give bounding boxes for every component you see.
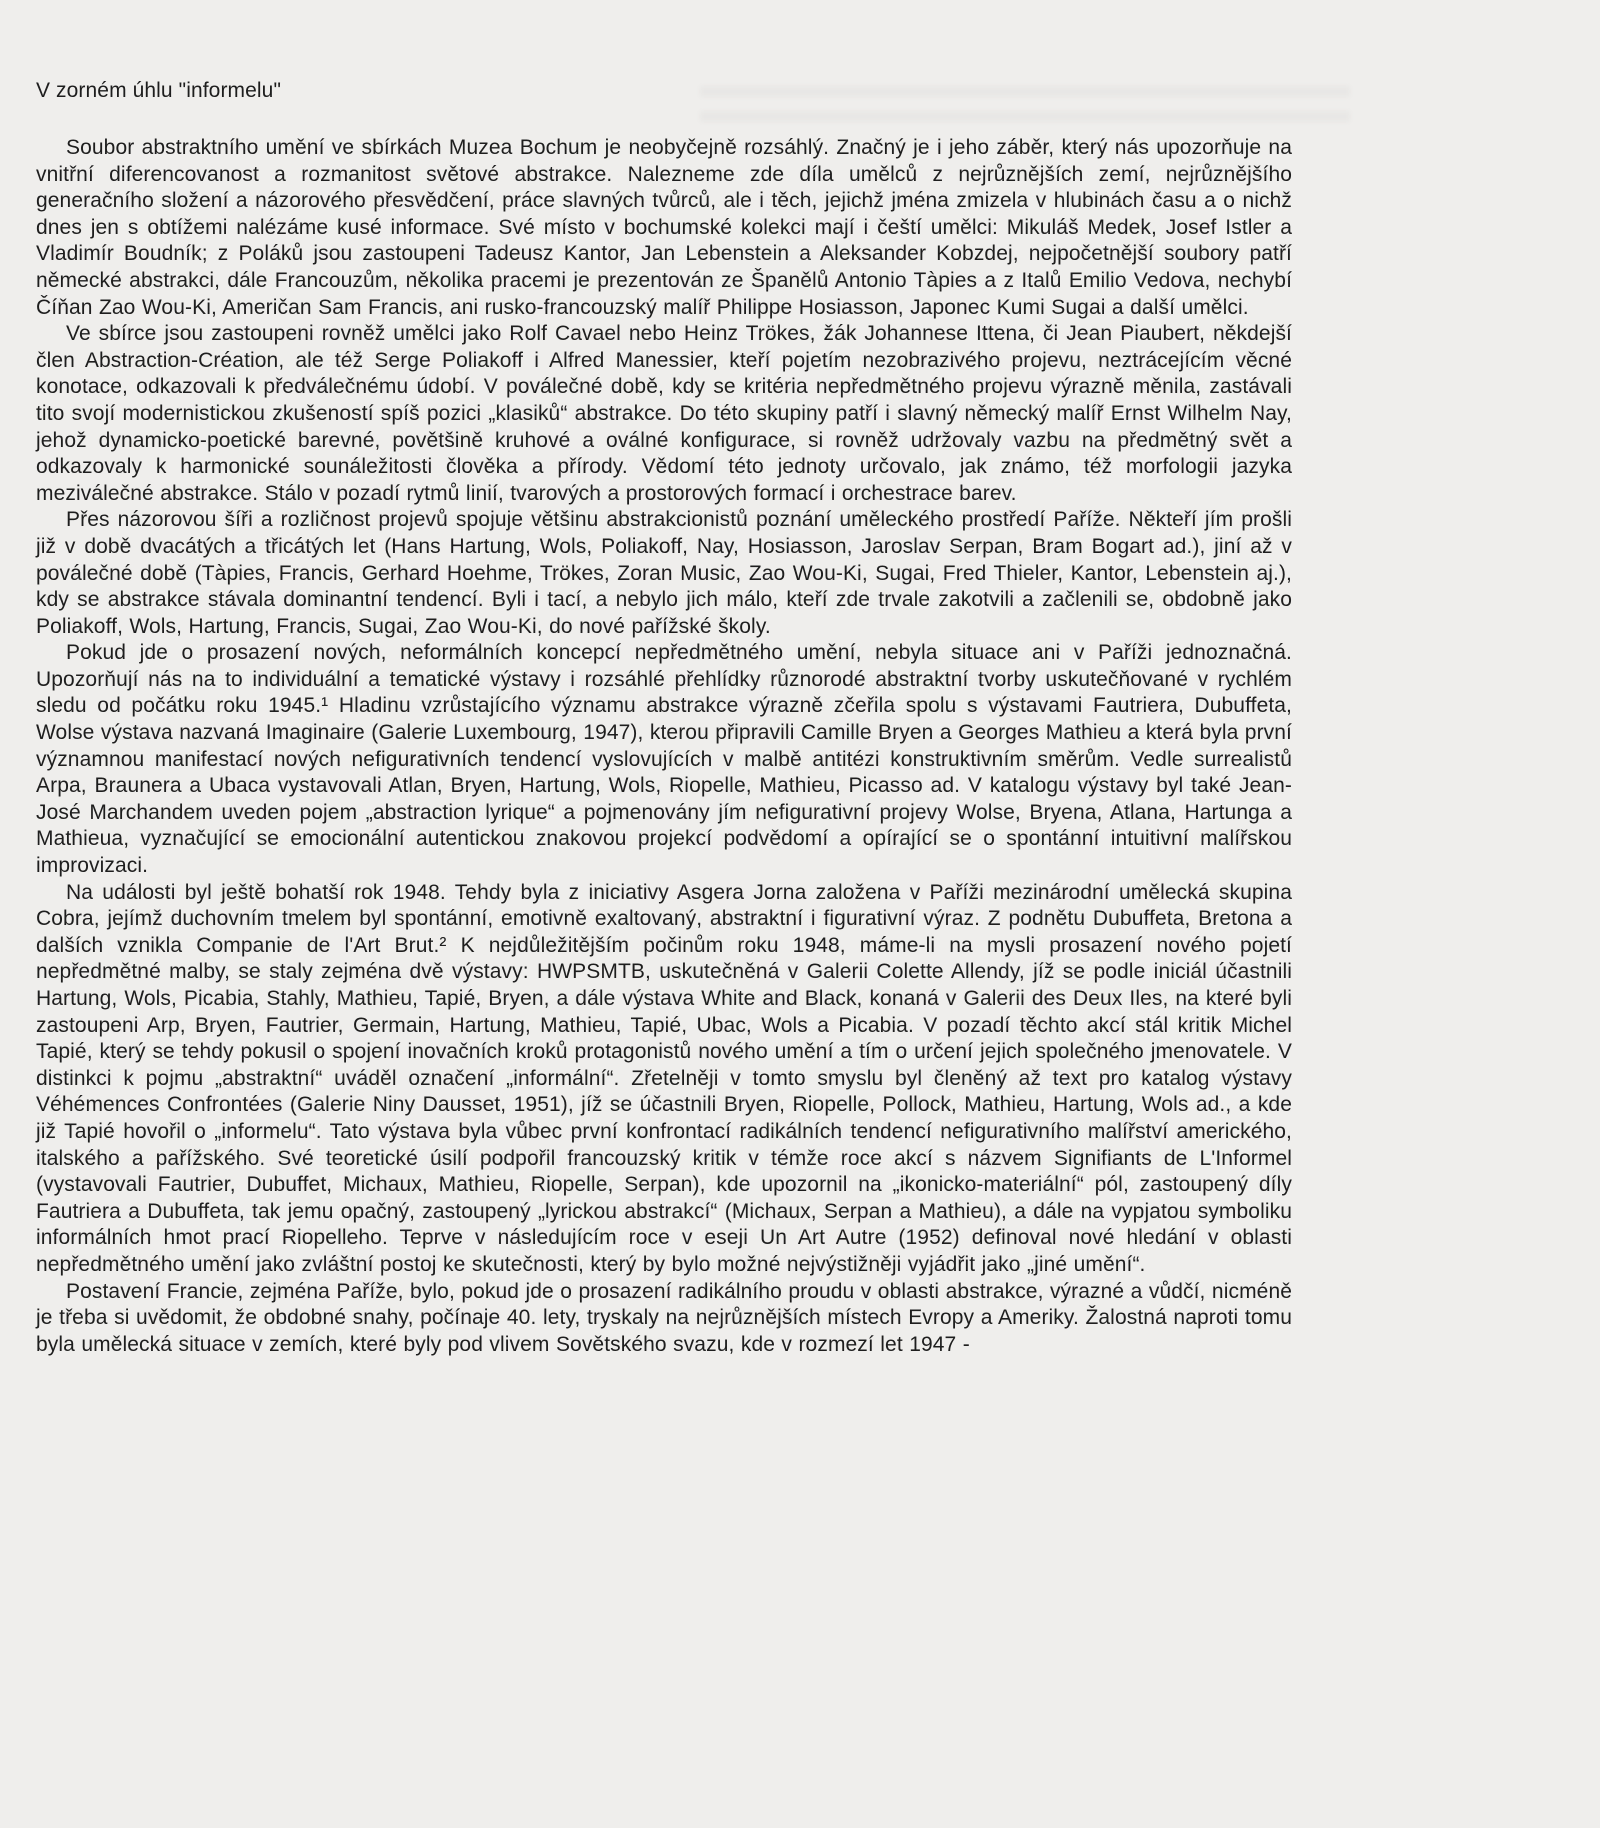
paragraph: Pokud jde o prosazení nových, neformálních koncepcí nepředmětného umění, nebyla situace ani v Paříži jednoznačná. Upozorňují nás na to individuální a tematické výstavy i rozsáhlé přehlídky různorodé abstraktní tvorby uskutečňované v rychlém sledu od počátku roku 1945.¹ Hladinu vzrůstajícího významu abstrakce výrazně zčeřila spolu s výstavami Fautriera, Dubuffeta, Wolse výstava nazvaná Imaginaire (Galerie Luxembourg, 1947), kterou připravili Camille Bryen a Georges Mathieu a která byla první významnou manifestací nových nefigurativních tendencí vyslovujících v malbě antitézi konstruktivním směrům. Vedle surrealistů Arpa, Braunera a Ubaca vystavovali Atlan, Bryen, Hartung, Wols, Riopelle, Mathieu, Picasso ad. V katalogu výstavy byl také Jean-José Marchandem uveden pojem „abstraction lyrique“ a pojmenovány jím nefigurativní projevy Wolse, Bryena, Atlana, Hartunga a Mathieua, vyznačující se emocionální autentickou znakovou projekcí podvědomí a opírající se o spontánní intuitivní malířskou improvizaci. [36, 641, 1292, 878]
scanned-document-page [36, 78, 1292, 1358]
paragraph: Postavení Francie, zejména Paříže, bylo, pokud jde o prosazení radikálního proudu v oblasti abstrakce, výrazné a vůdčí, nicméně je třeba si uvědomit, že obdobné snahy, počínaje 40. lety, tryskaly na nejrůznějších místech Evropy a Ameriky. Žalostná naproti tomu byla umělecká situace v zemích, které byly pod vlivem Sovětského svazu, kde v rozmezí let 1947 - [36, 1279, 1292, 1356]
page-title: V zorném úhlu "informelu" [36, 79, 282, 102]
paragraph: Přes názorovou šíři a rozličnost projevů spojuje většinu abstrakcionistů poznání uměleckého prostředí Paříže. Někteří jím prošli již v době dvacátých a třicátých let (Hans Hartung, Wols, Poliakoff, Nay, Hosiasson, Jaroslav Serpan, Bram Bogart ad.), jiní až v poválečné době (Tàpies, Francis, Gerhard Hoehme, Trökes, Zoran Music, Zao Wou-Ki, Sugai, Fred Thieler, Kantor, Lebenstein aj.), kdy se abstrakce stávala dominantní tendencí. Byli i tací, a nebylo jich málo, kteří zde trvale zakotvili a začlenili se, obdobně jako Poliakoff, Wols, Hartung, Francis, Sugai, Zao Wou-Ki, do nové pařížské školy. [36, 508, 1292, 638]
paragraph: Soubor abstraktního umění ve sbírkách Muzea Bochum je neobyčejně rozsáhlý. Značný je i jeho záběr, který nás upozorňuje na vnitřní diferencovanost a rozmanitost světové abstrakce. Nalezneme zde díla umělců z nejrůznějších zemí, nejrůznějšího generačního složení a názorového přesvědčení, práce slavných tvůrců, ale i těch, jejichž jména zmizela v hlubinách času a o nichž dnes jen s obtížemi nalézáme kusé informace. Své místo v bochumské kolekci mají i čeští umělci: Mikuláš Medek, Josef Istler a Vladimír Boudník; z Poláků jsou zastoupeni Tadeusz Kantor, Jan Lebenstein a Aleksander Kobzdej, nejpočetnější soubory patří německé abstrakci, dále Francouzům, několika pracemi je prezentován ze Španělů Antonio Tàpies a z Italů Emilio Vedova, nechybí Číňan Zao Wou-Ki, Američan Sam Francis, ani rusko-francouzský malíř Philippe Hosiasson, Japonec Kumi Sugai a další umělci. [36, 136, 1292, 319]
paragraph: Ve sbírce jsou zastoupeni rovněž umělci jako Rolf Cavael nebo Heinz Trökes, žák Johannese Ittena, či Jean Piaubert, někdejší člen Abstraction-Création, ale též Serge Poliakoff i Alfred Manessier, kteří pojetím nezobrazivého projevu, neztrácejícím věcné konotace, odkazovali k předválečnému údobí. V poválečné době, kdy se kritéria nepředmětného projevu výrazně měnila, zastávali tito svojí modernistickou zkušeností spíš pozici „klasiků“ abstrakce. Do této skupiny patří i slavný německý malíř Ernst Wilhelm Nay, jehož dynamicko-poetické barevné, povětšině kruhové a oválné konfigurace, si rovněž udržovaly vazbu na předmětný svět a odkazovaly k harmonické sounáležitosti člověka a přírody. Vědomí této jednoty určovalo, jak známo, též morfologii jazyka meziválečné abstrakce. Stálo v pozadí rytmů linií, tvarových a prostorových formací i orchestrace barev. [36, 322, 1292, 505]
paragraph: Na události byl ještě bohatší rok 1948. Tehdy byla z iniciativy Asgera Jorna založena v Paříži mezinárodní umělecká skupina Cobra, jejímž duchovním tmelem byl spontánní, emotivně exaltovaný, abstraktní i figurativní výraz. Z podnětu Dubuffeta, Bretona a dalších vznikla Companie de l'Art Brut.² K nejdůležitějším počinům roku 1948, máme-li na mysli prosazení nového pojetí nepředmětné malby, se staly zejména dvě výstavy: HWPSMTB, uskutečněná v Galerii Colette Allendy, jíž se podle iniciál účastnili Hartung, Wols, Picabia, Stahly, Mathieu, Tapié, Bryen, a dále výstava White and Black, konaná v Galerii des Deux Iles, na které byli zastoupeni Arp, Bryen, Fautrier, Germain, Hartung, Mathieu, Tapié, Ubac, Wols a Picabia. V pozadí těchto akcí stál kritik Michel Tapié, který se tehdy pokusil o spojení inovačních kroků protagonistů nového umění a tím o určení jejich společného jmenovatele. V distinkci k pojmu „abstraktní“ uváděl označení „informální“. Zřetelněji v tomto smyslu byl členěný až text pro katalog výstavy Véhémences Confrontées (Galerie Niny Dausset, 1951), jíž se účastnili Bryen, Riopelle, Pollock, Mathieu, Hartung, Wols ad., a kde již Tapié hovořil o „informelu“. Tato výstava byla vůbec první konfrontací radikálních tendencí nefigurativního malířství amerického, italského a pařížského. Své teoretické úsilí podpořil francouzský kritik v témže roce akcí s názvem Signifiants de L'Informel (vystavovali Fautrier, Dubuffet, Michaux, Mathieu, Riopelle, Serpan), kde upozornil na „ikonicko-materiální“ pól, zastoupený díly Fautriera a Dubuffeta, tak jemu opačný, zastoupený „lyrickou abstrakcí“ (Michaux, Serpan a Mathieu), a dále na vypjatou symboliku informálních hmot prací Riopelleho. Teprve v následujícím roce v eseji Un Art Autre (1952) definoval nové hledání v oblasti nepředmětného umění jako zvláštní postoj ke skutečnosti, který by bylo možné nejvýstižněji vyjádřit jako „jiné umění“. [36, 880, 1292, 1276]
